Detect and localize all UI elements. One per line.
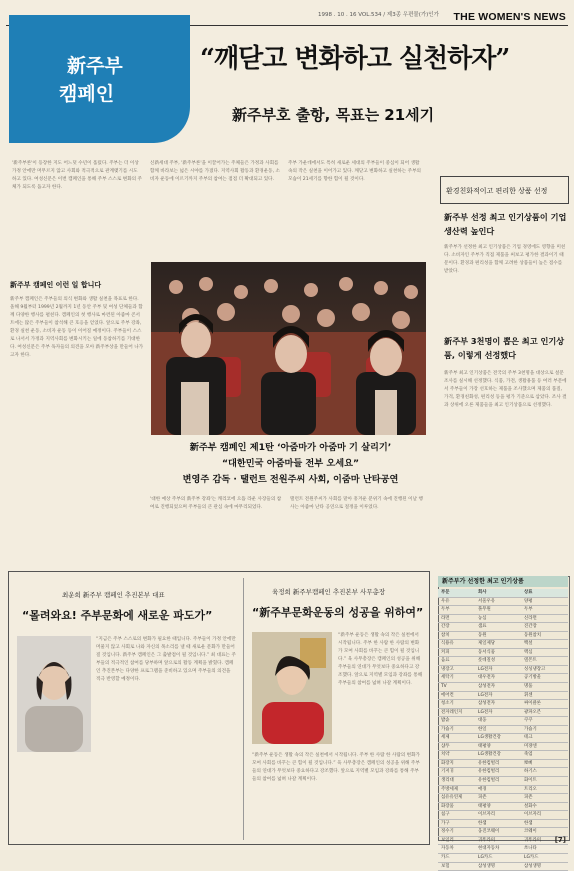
- right-body-2: 新주부 최고 인기상품은 전국의 주부 3천명을 대상으로 설문조사를 실시해 선정했다. 식품, 가전, 생활용품 등 여러 부문에서 주부들이 가장 선호하는 제품을 조사했으며 제품의 품질, 가격, 환경친화성, 편리성 등을 평가 기준으로 삼았다. 조사 결과 상위에 오른 제품들을 최고 인기상품으로 선정했다.: [444, 370, 568, 560]
- table-cell: 싱싱냉장고: [524, 666, 566, 674]
- table-cell: 웅진코웨이: [478, 828, 520, 836]
- table-row: [438, 692, 568, 701]
- table-cell: 화장품: [441, 803, 471, 811]
- table-row: [438, 786, 568, 795]
- table-row: [438, 683, 568, 692]
- campaign-label-line2: 캠페인: [59, 79, 114, 106]
- table-cell: 맥심: [524, 649, 566, 657]
- table-row: [438, 700, 568, 709]
- table-cell: 싸이클론: [524, 700, 566, 708]
- table-cell: 화이트: [524, 777, 566, 785]
- intro-column-3: 주부 가운데에서도 특히 새로운 세대의 주부들이 중심이 되어 생활 속의 작은 실천을 이어가고 있다. 깨닫고 변화하고 실천하는 주부의 모습이 21세기를 향한 힘이 될 것이다.: [288, 160, 423, 216]
- table-cell: 간장: [441, 623, 471, 631]
- table-cell: 가구: [441, 820, 471, 828]
- campaign-label-box: [9, 15, 190, 143]
- table-cell: 동원참치: [524, 632, 566, 640]
- table-row: [438, 768, 568, 777]
- table-cell: 태평양: [478, 803, 520, 811]
- table-cell: 세제: [441, 734, 471, 742]
- table-row: [438, 794, 568, 803]
- table-cell: 한샘: [478, 820, 520, 828]
- table-row: [438, 632, 568, 641]
- table-cell: 두부: [441, 606, 471, 614]
- table-cell: LG전자: [478, 709, 520, 717]
- table-row: [438, 854, 568, 863]
- table-cell: 삼성전자: [478, 683, 520, 691]
- product-table: [438, 589, 568, 871]
- portrait-woman-left-image: [17, 636, 91, 752]
- table-cell: 청소기: [441, 700, 471, 708]
- table-cell: 설화수: [524, 803, 566, 811]
- interview-left-title: 최운희 新주부 캠페인 추진본부 대표: [62, 590, 165, 599]
- table-cell: LG카드: [478, 854, 520, 862]
- interviews-divider: [243, 578, 244, 840]
- table-cell: 세탁기: [441, 674, 471, 682]
- table-row: [438, 760, 568, 769]
- mid-text-column-2: 탤런트 전원주씨가 사회를 맡아 흥겨운 분위기 속에 진행된 이날 행사는 아줌마 난타 공연으로 절정을 이루었다.: [290, 496, 425, 562]
- table-cell: 동원: [478, 632, 520, 640]
- table-cell: 애경: [478, 786, 520, 794]
- table-cell: 이브자리: [478, 811, 520, 819]
- table-cell: 침구: [441, 811, 471, 819]
- table-row: [438, 674, 568, 683]
- table-row: [438, 777, 568, 786]
- table-cell: 트리오: [524, 786, 566, 794]
- table-row: [438, 709, 568, 718]
- table-cell: 동서식품: [478, 649, 520, 657]
- table-cell: 유한킴벌리: [478, 760, 520, 768]
- interview-right-body-b: “新주부 운동은 생활 속의 작은 실천에서 시작됩니다. 주부 한 사람 한 사람의 변화가 모여 사회를 바꾸는 큰 힘이 될 것입니다.” 육 사무총장은 캠페인의 성공을 위해 주부들의 연대가 무엇보다 중요하다고 강조했다. 앞으로 지역별 모임과 강좌를 통해 주부들의 참여를 넓혀 나갈 계획이다.: [252, 752, 423, 832]
- table-row: [438, 751, 568, 760]
- interview-right-quote: “新주부문화운동의 성공을 위하여”: [252, 604, 423, 620]
- interview-right-title: 육정희 新주부캠페인 추진본부 사무총장: [272, 587, 385, 596]
- interview-left-portrait: [17, 636, 91, 752]
- table-cell: 휘센: [524, 692, 566, 700]
- right-box-title: 환경친화적이고 편리한 상품 선정: [446, 186, 547, 196]
- table-row: [438, 623, 568, 632]
- photo-caption: [148, 440, 433, 488]
- interview-right-portrait: [252, 632, 332, 744]
- table-cell: 뽀삐: [524, 760, 566, 768]
- table-cell: 광파오븐: [524, 709, 566, 717]
- table-cell: 쿠쿠: [524, 717, 566, 725]
- table-cell: 서울우유: [478, 598, 520, 606]
- table-cell: 유한킴벌리: [478, 768, 520, 776]
- table-cell: 기저귀: [441, 768, 471, 776]
- table-cell: 보험: [441, 863, 471, 871]
- table-cell: 냉장고: [441, 666, 471, 674]
- table-cell: 주방세제: [441, 786, 471, 794]
- table-cell: 코웨이: [524, 828, 566, 836]
- table-row: [438, 803, 568, 812]
- subheadline: 新주부호 출항, 목표는 21세기: [232, 104, 434, 125]
- table-row: [438, 606, 568, 615]
- table-cell: 삼성전자: [478, 700, 520, 708]
- interview-right-body-a: “新주부 운동은 생활 속의 작은 실천에서 시작됩니다. 주부 한 사람 한 사람의 변화가 모여 사회를 바꾸는 큰 힘이 될 것입니다.” 육 사무총장은 캠페인의 성공을 위해 주부들의 연대가 무엇보다 중요하다고 강조했다. 앞으로 지역별 모임과 강좌를 통해 주부들의 참여를 넓혀 나갈 계획이다.: [338, 632, 423, 752]
- table-cell: 회사: [478, 589, 520, 597]
- table-cell: 식용유: [441, 640, 471, 648]
- table-cell: 한샘: [524, 820, 566, 828]
- table-row: [438, 717, 568, 726]
- table-cell: 태평양: [478, 743, 520, 751]
- table-cell: 음료: [441, 657, 471, 665]
- page-number: [7]: [555, 836, 566, 844]
- table-row: [438, 615, 568, 624]
- table-cell: 정수기: [441, 828, 471, 836]
- table-cell: LG생활건강: [478, 734, 520, 742]
- table-cell: 우유: [441, 598, 471, 606]
- table-cell: 양평: [524, 598, 566, 606]
- photo-caption-line3: 변영주 감독 · 탤런트 전원주씨 사회, 이줌마 난타공연: [148, 472, 433, 488]
- portrait-woman-right-image: [252, 632, 332, 744]
- table-cell: 대웅: [478, 717, 520, 725]
- table-row: [438, 837, 568, 846]
- table-cell: 진간장: [524, 623, 566, 631]
- table-cell: 귀뚜라미: [524, 837, 566, 845]
- table-cell: 상표: [524, 589, 566, 597]
- table-cell: 피죤: [478, 794, 520, 802]
- intro-column-2: 신新세대 주부, '新주부론'을 이끌어가는 주체들은 가정과 사회를 함께 바라보는 넓은 시야를 가졌다. 지역사회 활동과 환경운동, 소비자 운동에 이르기까지 주부의 참여는 점점 더 확대되고 있다.: [150, 160, 280, 216]
- table-row: [438, 734, 568, 743]
- table-cell: 테크: [524, 734, 566, 742]
- table-cell: LG생활건강: [478, 751, 520, 759]
- photo-caption-line1: 新주부 캠페인 제1탄 ‘아줌마가 아줌마 기 살리기’: [148, 440, 433, 456]
- table-cell: 귀뚜라미: [478, 837, 520, 845]
- table-cell: 풀무원: [478, 606, 520, 614]
- table-cell: 유한킴벌리: [478, 777, 520, 785]
- table-cell: 하기스: [524, 768, 566, 776]
- table-cell: 카드: [441, 854, 471, 862]
- table-cell: 부문: [441, 589, 471, 597]
- table-cell: 섬유유연제: [441, 794, 471, 802]
- table-cell: 가습기: [524, 726, 566, 734]
- table-cell: TV: [441, 683, 471, 691]
- table-cell: 신라면: [524, 615, 566, 623]
- interview-left-body: “지금은 주부 스스로의 변화가 필요한 때입니다. 주부들이 가정 안에만 머물지 않고 사회로 나와 자신의 목소리를 낼 때 새로운 문화가 만들어질 것입니다. 新주부 캠페인은 그 출발점이 될 것입니다.” 최 대표는 주부들의 적극적인 참여를 당부하며 앞으로의 활동 계획을 밝혔다. 캠페인 추진본부는 다양한 프로그램을 준비하고 있으며 주부들의 의견을 적극 반영할 예정이다.: [96, 636, 236, 832]
- table-cell: LG전자: [478, 666, 520, 674]
- product-table-title: 新주부가 선정한 최고 인기상품: [438, 576, 568, 587]
- right-body-1: 新주부가 선정한 최고 인기상품은 기업 경영에도 영향을 미친다. 소비자인 주부가 직접 제품을 써보고 평가한 결과이기 때문이다. 환경과 편리성을 함께 고려한 상품들이 높은 점수를 받았다.: [444, 244, 568, 324]
- table-cell: 화장지: [441, 760, 471, 768]
- table-cell: LG전자: [478, 692, 520, 700]
- table-cell: 피죤: [524, 794, 566, 802]
- table-cell: 명품: [524, 683, 566, 691]
- table-row: [438, 640, 568, 649]
- right-question-2: 新주부 3천명이 뽑은 최고 인기상품, 이렇게 선정했다: [444, 334, 568, 362]
- table-cell: 자동차: [441, 845, 471, 853]
- table-cell: 에어컨: [441, 692, 471, 700]
- table-cell: 보일러: [441, 837, 471, 845]
- intro-column-1: '新주부론'이 등장한 지도 어느덧 수년이 흘렀다. 주부는 더 이상 가정 안에만 머무르지 않고 사회와 적극적으로 관계맺기를 시도하고 있다. 여성신문은 이번 캠페인을 통해 주부 스스로 변화의 주체가 되도록 돕고자 한다.: [12, 160, 142, 216]
- issue-line: 1998 . 10 . 16 VOL.534 / 제3종 우편물(가)인가: [318, 10, 439, 18]
- table-cell: 라면: [441, 615, 471, 623]
- main-headline: “깨닫고 변화하고 실천하자”: [200, 38, 509, 75]
- table-cell: 현대자동차: [478, 845, 520, 853]
- table-cell: LG카드: [524, 854, 566, 862]
- concert-photo: [151, 262, 426, 435]
- table-cell: 커피: [441, 649, 471, 657]
- table-cell: 미쟝센: [524, 743, 566, 751]
- table-cell: 참치: [441, 632, 471, 640]
- table-row: [438, 828, 568, 837]
- table-cell: 이브자리: [524, 811, 566, 819]
- table-cell: 공기방울: [524, 674, 566, 682]
- table-cell: 대우전자: [478, 674, 520, 682]
- table-cell: 샴푸: [441, 743, 471, 751]
- table-cell: 델몬트: [524, 657, 566, 665]
- photo-caption-line2: “대한민국 아줌마들 전부 오세요”: [148, 456, 433, 472]
- table-row: [438, 811, 568, 820]
- table-cell: 백설: [524, 640, 566, 648]
- side-article-heading: 新주부 캠페인 이런 일 합니다: [10, 280, 101, 290]
- table-row: [438, 743, 568, 752]
- concert-audience-image: [151, 262, 426, 435]
- table-cell: 삼성생명: [478, 863, 520, 871]
- table-cell: 쏘나타: [524, 845, 566, 853]
- table-cell: 샘표: [478, 623, 520, 631]
- table-row: [438, 820, 568, 829]
- side-article-body: 新주부 캠페인은 주부들의 의식 변화와 생활 실천을 목표로 한다. 올해 9월부터 1999년 2월까지 1년 동안 주부 및 여성 단체들과 함께 다양한 행사를 펼친다. 캠페인의 첫 행사로 마련된 아줌마 콘서트에는 많은 주부들이 참석해 큰 호응을 얻었다. 앞으로 주부 강좌, 환경 실천 운동, 소비자 운동 등이 이어질 예정이다. 주부들이 스스로 나서서 가정과 지역사회를 변화시키는 일에 동참하기를 기대한다. 여성신문은 주부 독자들의 의견을 모아 新주부상을 만들어 나가고자 한다.: [10, 296, 144, 562]
- table-cell: 죽염: [524, 751, 566, 759]
- campaign-label-line1: 新주부: [67, 51, 123, 78]
- table-cell: 치약: [441, 751, 471, 759]
- table-cell: 가습기: [441, 726, 471, 734]
- table-cell: 한일: [478, 726, 520, 734]
- table-cell: 롯데칠성: [478, 657, 520, 665]
- table-row: [438, 598, 568, 607]
- right-question-1: 新주부 선정 최고 인기상품이 기업 생산력 높인다: [444, 210, 568, 238]
- table-header-row: [438, 589, 568, 598]
- table-cell: 삼성생명: [524, 863, 566, 871]
- table-cell: 제일제당: [478, 640, 520, 648]
- table-row: [438, 649, 568, 658]
- table-row: [438, 666, 568, 675]
- table-cell: 두부: [524, 606, 566, 614]
- table-cell: 밥솥: [441, 717, 471, 725]
- table-cell: 전자레인지: [441, 709, 471, 717]
- mid-text-column-1: '대한 예상 주부의 新주부 강좌'는 캐리코에 으뜸 라운 사장들의 참여로 진행되었으며 주부들의 큰 관심 속에 마무리되었다.: [150, 496, 284, 562]
- table-cell: 농심: [478, 615, 520, 623]
- table-cell: 생리대: [441, 777, 471, 785]
- table-row: [438, 726, 568, 735]
- table-row: [438, 657, 568, 666]
- masthead: THE WOMEN'S NEWS: [454, 11, 566, 23]
- table-row: [438, 863, 568, 871]
- interview-left-quote: “몰려와요! 주부문화에 새로운 파도가”: [22, 607, 212, 623]
